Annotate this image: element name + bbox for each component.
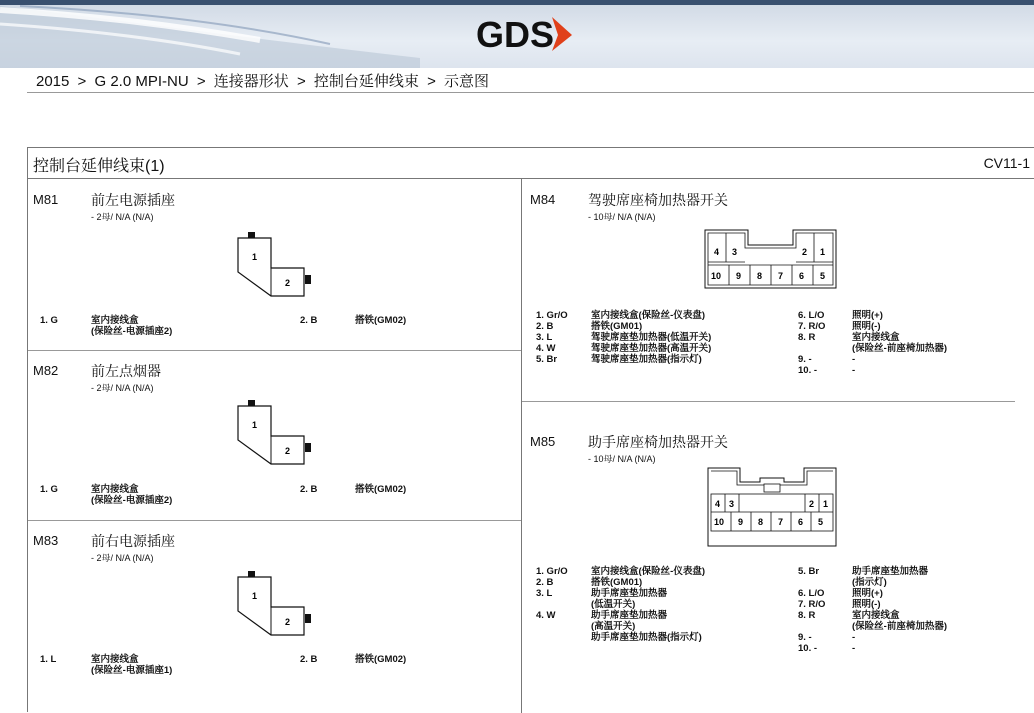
connector-id: M85	[530, 434, 556, 449]
breadcrumb	[36, 70, 489, 91]
connector-name: 驾驶席座椅加热器开关	[588, 192, 728, 208]
pin-number: 2. B	[300, 654, 318, 665]
pin-cell-label: 2	[802, 247, 808, 257]
section-title: 控制台延伸线束(1)	[33, 158, 165, 175]
breadcrumb-separator: >	[427, 73, 436, 90]
pin-description: 搭铁(GM02)	[355, 484, 407, 495]
pin-descriptions-left: 室内接线盒(保险丝-仪表盘) 搭铁(GM01) 驾驶席座垫加热器(低温开关) 驾驶席座垫加热器(高温开关) 驾驶席座垫加热器(指示灯)	[591, 310, 712, 365]
connector-spec: - 2母/ N/A (N/A)	[91, 553, 154, 563]
connector-id: M84	[530, 192, 556, 207]
pin-descriptions-right: 照明(+) 照明(-) 室内接线盒 (保险丝-前座椅加热器) - -	[852, 310, 947, 376]
pin-cell-label: 10	[711, 271, 722, 281]
pin-numbers-right: 6. L/O 7. R/O 8. R 9. - 10. -	[798, 310, 826, 376]
pin-description: 室内接线盒 (保险丝-电源插座2)	[91, 484, 173, 506]
connector-diagram-m81	[228, 228, 318, 298]
pin-numbers-left: 1. Gr/O 2. B 3. L 4. W 5. Br	[536, 310, 568, 365]
pin-cell-label: 7	[778, 271, 784, 281]
pin-number: 1. L	[40, 654, 57, 665]
connector-spec: - 2母/ N/A (N/A)	[91, 383, 154, 393]
pin-cell-label: 6	[798, 517, 804, 527]
pin-cell-label: 5	[818, 517, 824, 527]
pin-cell-label: 1	[252, 252, 258, 262]
pin-description: 搭铁(GM02)	[355, 315, 407, 326]
pin-cell-label: 2	[285, 278, 291, 288]
breadcrumb-item-year[interactable]: 2015	[36, 73, 70, 90]
connector-name: 前左点烟器	[91, 363, 161, 379]
pin-descriptions-left: 室内接线盒(保险丝-仪表盘) 搭铁(GM01) 助手席座垫加热器 (低温开关) 助手席座垫加热器 (高温开关) 助手席座垫加热器(指示灯)	[591, 566, 705, 643]
pin-cell-label: 2	[285, 446, 291, 456]
pin-cell-label: 1	[820, 247, 826, 257]
breadcrumb-item-connector-shape[interactable]: 连接器形状	[213, 73, 289, 90]
harness-section	[27, 147, 1034, 712]
pin-cell-label: 6	[799, 271, 805, 281]
section-code: CV11-1	[983, 155, 1030, 171]
pin-numbers-left: 1. Gr/O 2. B 3. L 4. W	[536, 566, 568, 621]
pin-description: 搭铁(GM02)	[355, 654, 407, 665]
pin-cell-label: 4	[714, 247, 720, 257]
pin-cell-label: 8	[757, 271, 763, 281]
pin-numbers-right: 5. Br 6. L/O 7. R/O 8. R 9. - 10. -	[798, 566, 826, 654]
pin-description: 室内接线盒 (保险丝-电源插座2)	[91, 315, 173, 337]
logo-text: GDS	[476, 14, 555, 53]
pin-cell-label: 1	[823, 499, 829, 509]
connector-id: M81	[33, 192, 59, 207]
pin-cell-label: 1	[252, 420, 258, 430]
connector-name: 前右电源插座	[91, 533, 175, 549]
pin-cell-label: 1	[252, 591, 258, 601]
breadcrumb-item-harness[interactable]: 控制台延伸线束	[313, 73, 419, 90]
pin-number: 1. G	[40, 484, 58, 495]
pin-cell-label: 9	[736, 271, 742, 281]
header-divider	[27, 92, 1034, 93]
connector-diagram-m84	[704, 229, 840, 291]
pin-cell-label: 5	[820, 271, 826, 281]
section-title-bar	[28, 148, 1034, 179]
breadcrumb-item-engine[interactable]: G 2.0 MPI-NU	[94, 73, 189, 90]
column-divider	[521, 178, 522, 713]
pin-cell-label: 3	[732, 247, 738, 257]
pin-cell-label: 8	[758, 517, 764, 527]
breadcrumb-item-diagram[interactable]: 示意图	[444, 73, 490, 90]
pin-cell-label: 2	[285, 617, 291, 627]
pin-descriptions-right: 助手席座垫加热器 (指示灯) 照明(+) 照明(-) 室内接线盒 (保险丝-前座椅加热器) - -	[852, 566, 947, 654]
breadcrumb-separator: >	[296, 73, 306, 90]
connector-spec: - 10母/ N/A (N/A)	[588, 454, 656, 464]
pin-number: 2. B	[300, 484, 318, 495]
connector-diagram-m82	[228, 396, 318, 466]
pin-cell-label: 3	[729, 499, 735, 509]
connector-diagram-m85	[702, 466, 842, 548]
gds-logo	[476, 13, 576, 53]
connector-separator	[28, 520, 521, 521]
pin-cell-label: 10	[714, 517, 725, 527]
breadcrumb-separator: >	[196, 73, 206, 90]
header-banner	[0, 0, 1034, 68]
connector-separator	[28, 350, 521, 351]
connector-id: M82	[33, 363, 59, 378]
pin-number: 2. B	[300, 315, 318, 326]
connector-spec: - 10母/ N/A (N/A)	[588, 212, 656, 222]
pin-cell-label: 7	[778, 517, 784, 527]
connector-name: 助手席座椅加热器开关	[588, 434, 728, 450]
pin-cell-label: 9	[738, 517, 744, 527]
pin-cell-label: 4	[715, 499, 721, 509]
connector-diagram-m83	[228, 567, 318, 637]
connector-id: M83	[33, 533, 59, 548]
pin-number: 1. G	[40, 315, 58, 326]
breadcrumb-separator: >	[77, 73, 87, 90]
pin-cell-label: 2	[809, 499, 815, 509]
connector-name: 前左电源插座	[91, 192, 175, 208]
header-swoosh-graphic	[0, 0, 420, 68]
connector-separator	[522, 401, 1015, 402]
connector-spec: - 2母/ N/A (N/A)	[91, 212, 154, 222]
pin-description: 室内接线盒 (保险丝-电源插座1)	[91, 654, 173, 676]
